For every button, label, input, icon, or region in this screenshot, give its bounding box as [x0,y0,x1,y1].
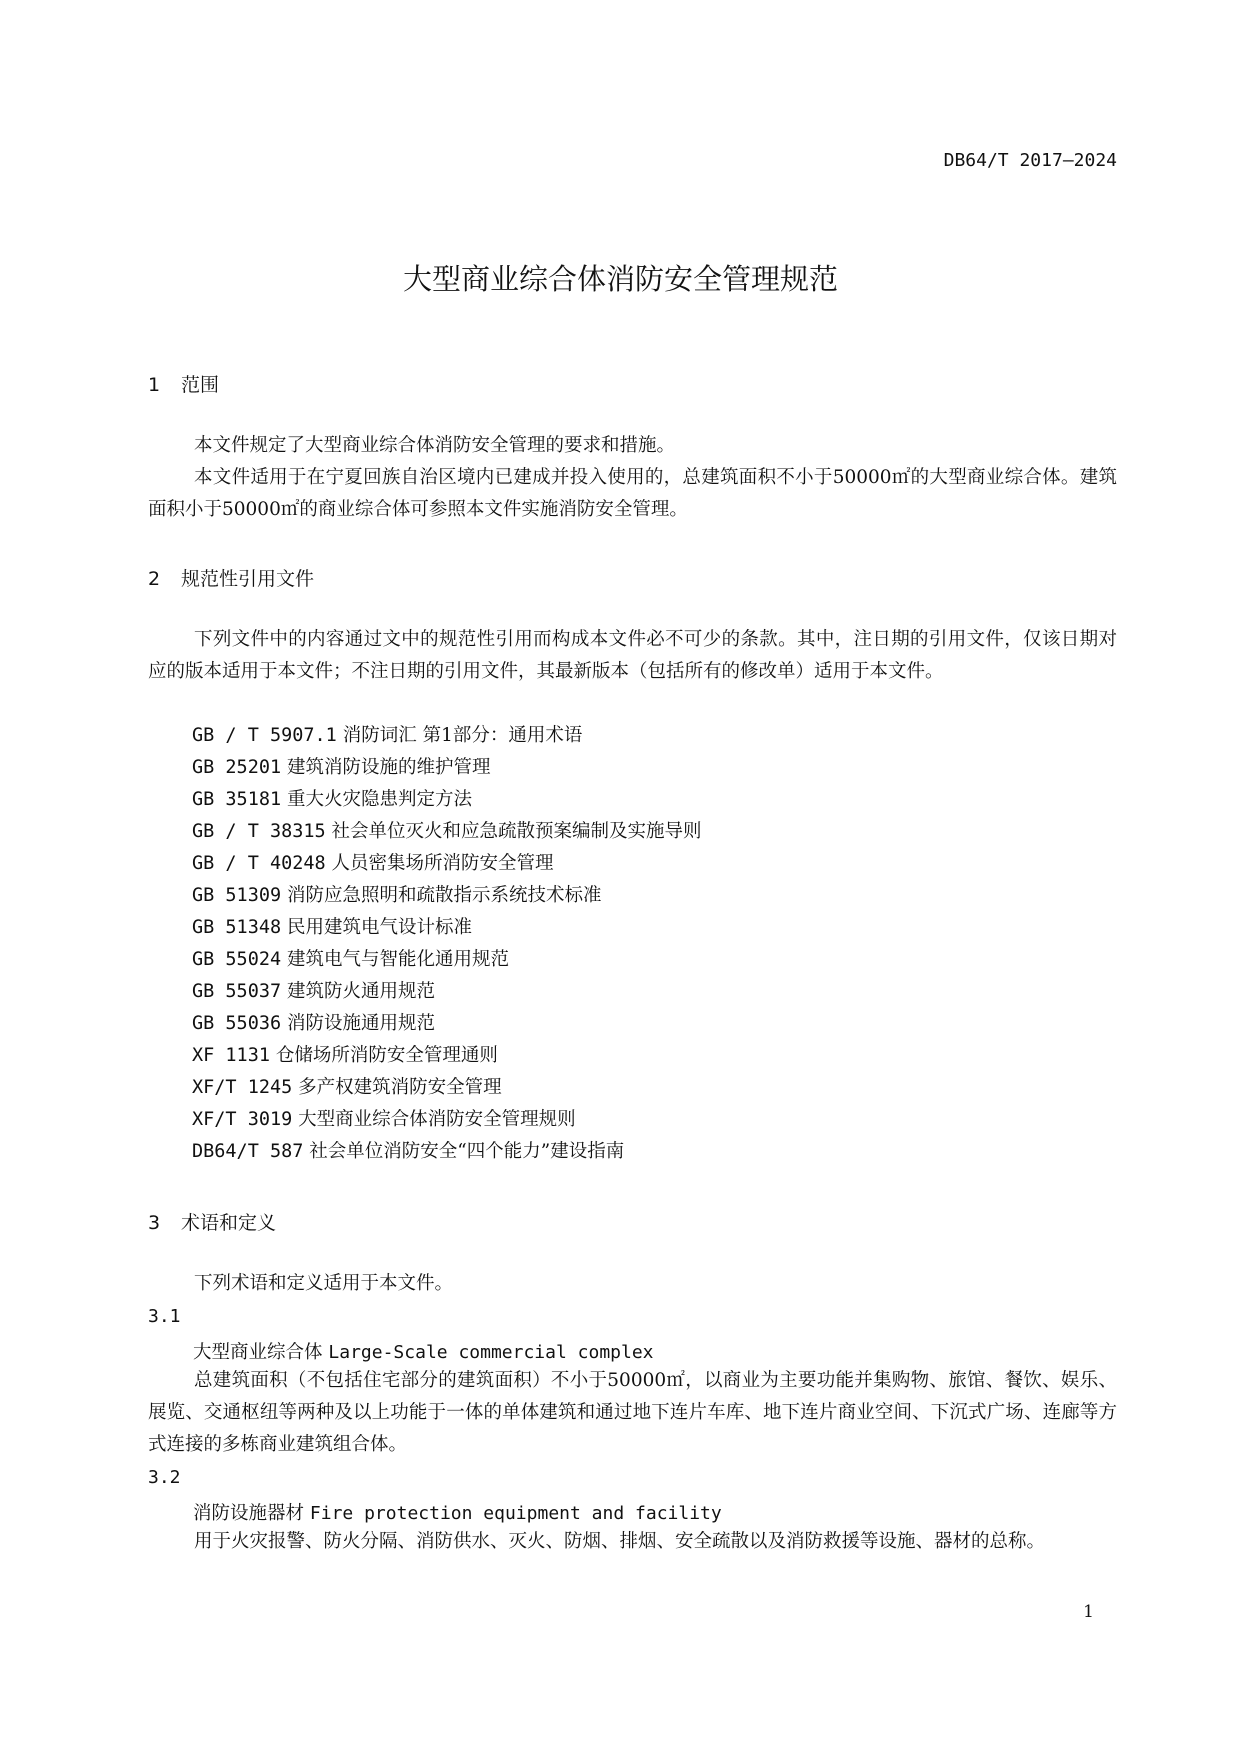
reference-name: 社会单位消防安全“四个能力”建设指南 [309,1141,625,1162]
reference-name: 多产权建筑消防安全管理 [298,1077,502,1098]
reference-list [192,720,702,1168]
reference-item [192,912,702,944]
reference-name: 社会单位灭火和应急疏散预案编制及实施导则 [331,821,702,842]
section-title: 范围 [181,374,220,396]
reference-code: GB / T 38315 [192,821,326,842]
reference-item [192,1072,702,1104]
clause-number: 3.2 [148,1467,181,1488]
reference-item [192,752,702,784]
paragraph: 下列术语和定义适用于本文件。 [194,1273,454,1294]
reference-name: 大型商业综合体消防安全管理规则 [298,1109,576,1130]
reference-name: 建筑电气与智能化通用规范 [287,949,510,970]
reference-item [192,1008,702,1040]
reference-name: 建筑消防设施的维护管理 [287,757,491,778]
reference-item [192,1136,702,1168]
term-en: Large-Scale commercial complex [328,1342,654,1363]
term-definition: 用于火灾报警、防火分隔、消防供水、灭火、防烟、排烟、安全疏散以及消防救援等设施、器材的总称。 [194,1531,1046,1552]
paragraph: 本文件规定了大型商业综合体消防安全管理的要求和措施。 [194,435,676,456]
reference-code: GB 25201 [192,757,282,778]
reference-item [192,720,702,752]
reference-item [192,976,702,1008]
reference-code: XF/T 3019 [192,1109,293,1130]
document-code: DB64/T 2017—2024 [943,150,1117,171]
reference-item [192,880,702,912]
reference-code: GB / T 40248 [192,853,326,874]
term-zh: 大型商业综合体 [193,1342,323,1363]
section-number: 3 [148,1212,161,1234]
reference-name: 消防应急照明和疏散指示系统技术标准 [287,885,602,906]
reference-code: XF/T 1245 [192,1077,293,1098]
reference-code: GB 55024 [192,949,282,970]
reference-item [192,944,702,976]
reference-name: 重大火灾隐患判定方法 [287,789,473,810]
paragraph: 本文件适用于在宁夏回族自治区境内已建成并投入使用的，总建筑面积不小于50000㎡的大型商业综合体。建筑面积小于50000㎡的商业综合体可参照本文件实施消防安全管理。 [148,467,1117,520]
reference-name: 建筑防火通用规范 [287,981,436,1002]
section-1-heading [148,370,219,397]
reference-item [192,784,702,816]
reference-code: GB / T 5907.1 [192,725,337,746]
reference-code: GB 55037 [192,981,282,1002]
reference-item [192,1104,702,1136]
section-3-heading [148,1208,276,1235]
page-title: 大型商业综合体消防安全管理规范 [402,262,838,296]
reference-code: GB 51309 [192,885,282,906]
reference-code: DB64/T 587 [192,1141,304,1162]
reference-code: GB 35181 [192,789,282,810]
paragraph: 下列文件中的内容通过文中的规范性引用而构成本文件必不可少的条款。其中，注日期的引用文件，仅该日期对应的版本适用于本文件；不注日期的引用文件，其最新版本（包括所有的修改单）适用于本文件。 [148,629,1117,682]
term-heading [193,1499,722,1525]
section-number: 2 [148,568,161,590]
term-definition: 总建筑面积（不包括住宅部分的建筑面积）不小于50000㎡，以商业为主要功能并集购物、旅馆、餐饮、娱乐、展览、交通枢纽等两种及以上功能于一体的单体建筑和通过地下连片车库、地下连片商业空间、下沉式广场、连廊等方式连接的多栋商业建筑组合体。 [148,1370,1117,1455]
reference-name: 仓储场所消防安全管理通则 [275,1045,498,1066]
reference-name: 民用建筑电气设计标准 [287,917,473,938]
term-zh: 消防设施器材 [193,1503,305,1524]
section-title: 规范性引用文件 [181,568,315,590]
clause-number: 3.1 [148,1306,181,1327]
reference-item [192,816,702,848]
reference-item [192,1040,702,1072]
reference-name: 人员密集场所消防安全管理 [331,853,554,874]
section-number: 1 [148,374,161,396]
section-2-heading [148,564,314,591]
section-title: 术语和定义 [181,1212,277,1234]
term-en: Fire protection equipment and facility [309,1503,722,1524]
reference-name: 消防设施通用规范 [287,1013,436,1034]
reference-code: XF 1131 [192,1045,270,1066]
reference-item [192,848,702,880]
reference-code: GB 55036 [192,1013,282,1034]
term-heading [193,1338,654,1364]
reference-name: 消防词汇 第1部分：通用术语 [342,725,583,746]
page-number: 1 [1083,1602,1094,1622]
reference-code: GB 51348 [192,917,282,938]
